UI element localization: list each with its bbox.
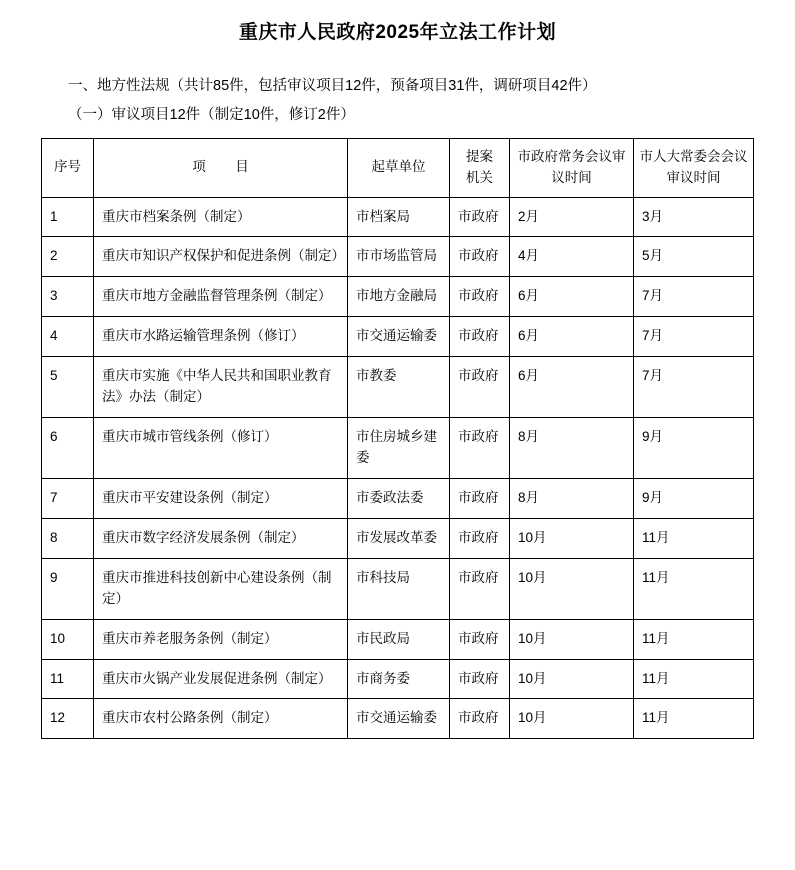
page-title: 重庆市人民政府2025年立法工作计划 xyxy=(238,22,557,43)
section-heading: 一、地方性法规（共计85件，包括审议项目12件，预备项目31件，调研项目42件） xyxy=(68,77,597,94)
cell-gov-review: 6月 xyxy=(510,317,634,357)
column-header-npc-review xyxy=(634,138,754,197)
cell-npc-review: 5月 xyxy=(634,237,754,277)
cell-npc-review: 11月 xyxy=(634,558,754,619)
cell-proposer: 市政府 xyxy=(450,699,510,739)
cell-gov-review: 2月 xyxy=(510,197,634,237)
cell-no: 12 xyxy=(42,699,94,739)
column-header-gov-review xyxy=(510,138,634,197)
column-header-proposer xyxy=(450,138,510,197)
cell-gov-review: 6月 xyxy=(510,357,634,418)
cell-draft-unit: 市档案局 xyxy=(348,197,450,237)
table-row xyxy=(42,518,754,558)
cell-item: 重庆市火锅产业发展促进条例（制定） xyxy=(94,659,348,699)
legislation-plan-table xyxy=(41,138,754,740)
cell-npc-review: 3月 xyxy=(634,197,754,237)
cell-no: 5 xyxy=(42,357,94,418)
cell-draft-unit: 市委政法委 xyxy=(348,478,450,518)
cell-gov-review: 10月 xyxy=(510,619,634,659)
cell-draft-unit: 市民政局 xyxy=(348,619,450,659)
cell-no: 11 xyxy=(42,659,94,699)
cell-npc-review: 7月 xyxy=(634,357,754,418)
cell-npc-review: 11月 xyxy=(634,619,754,659)
table-header xyxy=(42,138,754,197)
column-header-gov-review-line1: 市政府常务会议审 xyxy=(517,148,626,164)
cell-proposer: 市政府 xyxy=(450,619,510,659)
cell-proposer: 市政府 xyxy=(450,518,510,558)
column-header-npc-review-line2: 审议时间 xyxy=(666,169,721,185)
cell-no: 1 xyxy=(42,197,94,237)
cell-gov-review: 6月 xyxy=(510,277,634,317)
table-header-row xyxy=(42,138,754,197)
cell-no: 10 xyxy=(42,619,94,659)
cell-no: 8 xyxy=(42,518,94,558)
cell-no: 2 xyxy=(42,237,94,277)
cell-gov-review: 10月 xyxy=(510,518,634,558)
cell-item: 重庆市实施《中华人民共和国职业教育法》办法（制定） xyxy=(94,357,348,418)
cell-item: 重庆市城市管线条例（修订） xyxy=(94,418,348,479)
table-row xyxy=(42,699,754,739)
cell-gov-review: 10月 xyxy=(510,659,634,699)
column-header-item xyxy=(94,138,348,197)
cell-proposer: 市政府 xyxy=(450,237,510,277)
cell-no: 9 xyxy=(42,558,94,619)
cell-npc-review: 11月 xyxy=(634,659,754,699)
cell-draft-unit: 市市场监管局 xyxy=(348,237,450,277)
table-row xyxy=(42,558,754,619)
cell-proposer: 市政府 xyxy=(450,277,510,317)
cell-draft-unit: 市交通运输委 xyxy=(348,317,450,357)
cell-gov-review: 8月 xyxy=(510,418,634,479)
cell-npc-review: 7月 xyxy=(634,277,754,317)
cell-proposer: 市政府 xyxy=(450,197,510,237)
cell-no: 3 xyxy=(42,277,94,317)
column-header-item-label: 项 目 xyxy=(192,159,257,175)
table-row xyxy=(42,659,754,699)
cell-npc-review: 9月 xyxy=(634,418,754,479)
cell-draft-unit: 市教委 xyxy=(348,357,450,418)
cell-npc-review: 9月 xyxy=(634,478,754,518)
cell-item: 重庆市知识产权保护和促进条例（制定） xyxy=(94,237,348,277)
cell-item: 重庆市农村公路条例（制定） xyxy=(94,699,348,739)
cell-draft-unit: 市科技局 xyxy=(348,558,450,619)
table-row xyxy=(42,317,754,357)
cell-item: 重庆市推进科技创新中心建设条例（制定） xyxy=(94,558,348,619)
cell-draft-unit: 市交通运输委 xyxy=(348,699,450,739)
cell-draft-unit: 市地方金融局 xyxy=(348,277,450,317)
cell-item: 重庆市地方金融监督管理条例（制定） xyxy=(94,277,348,317)
table-row xyxy=(42,197,754,237)
cell-draft-unit: 市发展改革委 xyxy=(348,518,450,558)
column-header-proposer-line2: 机关 xyxy=(466,169,493,185)
table-row xyxy=(42,237,754,277)
column-header-proposer-line1: 提案 xyxy=(466,148,493,164)
cell-item: 重庆市档案条例（制定） xyxy=(94,197,348,237)
cell-no: 6 xyxy=(42,418,94,479)
cell-proposer: 市政府 xyxy=(450,478,510,518)
cell-gov-review: 4月 xyxy=(510,237,634,277)
cell-npc-review: 11月 xyxy=(634,699,754,739)
table-body xyxy=(42,197,754,739)
column-header-draft-unit: 起草单位 xyxy=(348,138,450,197)
table-row xyxy=(42,277,754,317)
cell-npc-review: 11月 xyxy=(634,518,754,558)
cell-proposer: 市政府 xyxy=(450,558,510,619)
table-row xyxy=(42,478,754,518)
cell-item: 重庆市水路运输管理条例（修订） xyxy=(94,317,348,357)
cell-no: 4 xyxy=(42,317,94,357)
cell-item: 重庆市数字经济发展条例（制定） xyxy=(94,518,348,558)
cell-item: 重庆市平安建设条例（制定） xyxy=(94,478,348,518)
cell-gov-review: 10月 xyxy=(510,558,634,619)
cell-proposer: 市政府 xyxy=(450,659,510,699)
cell-proposer: 市政府 xyxy=(450,418,510,479)
cell-gov-review: 10月 xyxy=(510,699,634,739)
table-row xyxy=(42,357,754,418)
table-row xyxy=(42,619,754,659)
cell-draft-unit: 市商务委 xyxy=(348,659,450,699)
table-row xyxy=(42,418,754,479)
cell-npc-review: 7月 xyxy=(634,317,754,357)
subsection-heading: （一）审议项目12件（制定10件，修订2件） xyxy=(68,107,355,124)
column-header-gov-review-line2: 议时间 xyxy=(551,169,592,185)
cell-proposer: 市政府 xyxy=(450,317,510,357)
column-header-npc-review-line1: 市人大常委会会议 xyxy=(639,148,748,164)
column-header-no: 序号 xyxy=(42,138,94,197)
cell-proposer: 市政府 xyxy=(450,357,510,418)
cell-item: 重庆市养老服务条例（制定） xyxy=(94,619,348,659)
cell-draft-unit: 市住房城乡建委 xyxy=(348,418,450,479)
cell-gov-review: 8月 xyxy=(510,478,634,518)
cell-no: 7 xyxy=(42,478,94,518)
